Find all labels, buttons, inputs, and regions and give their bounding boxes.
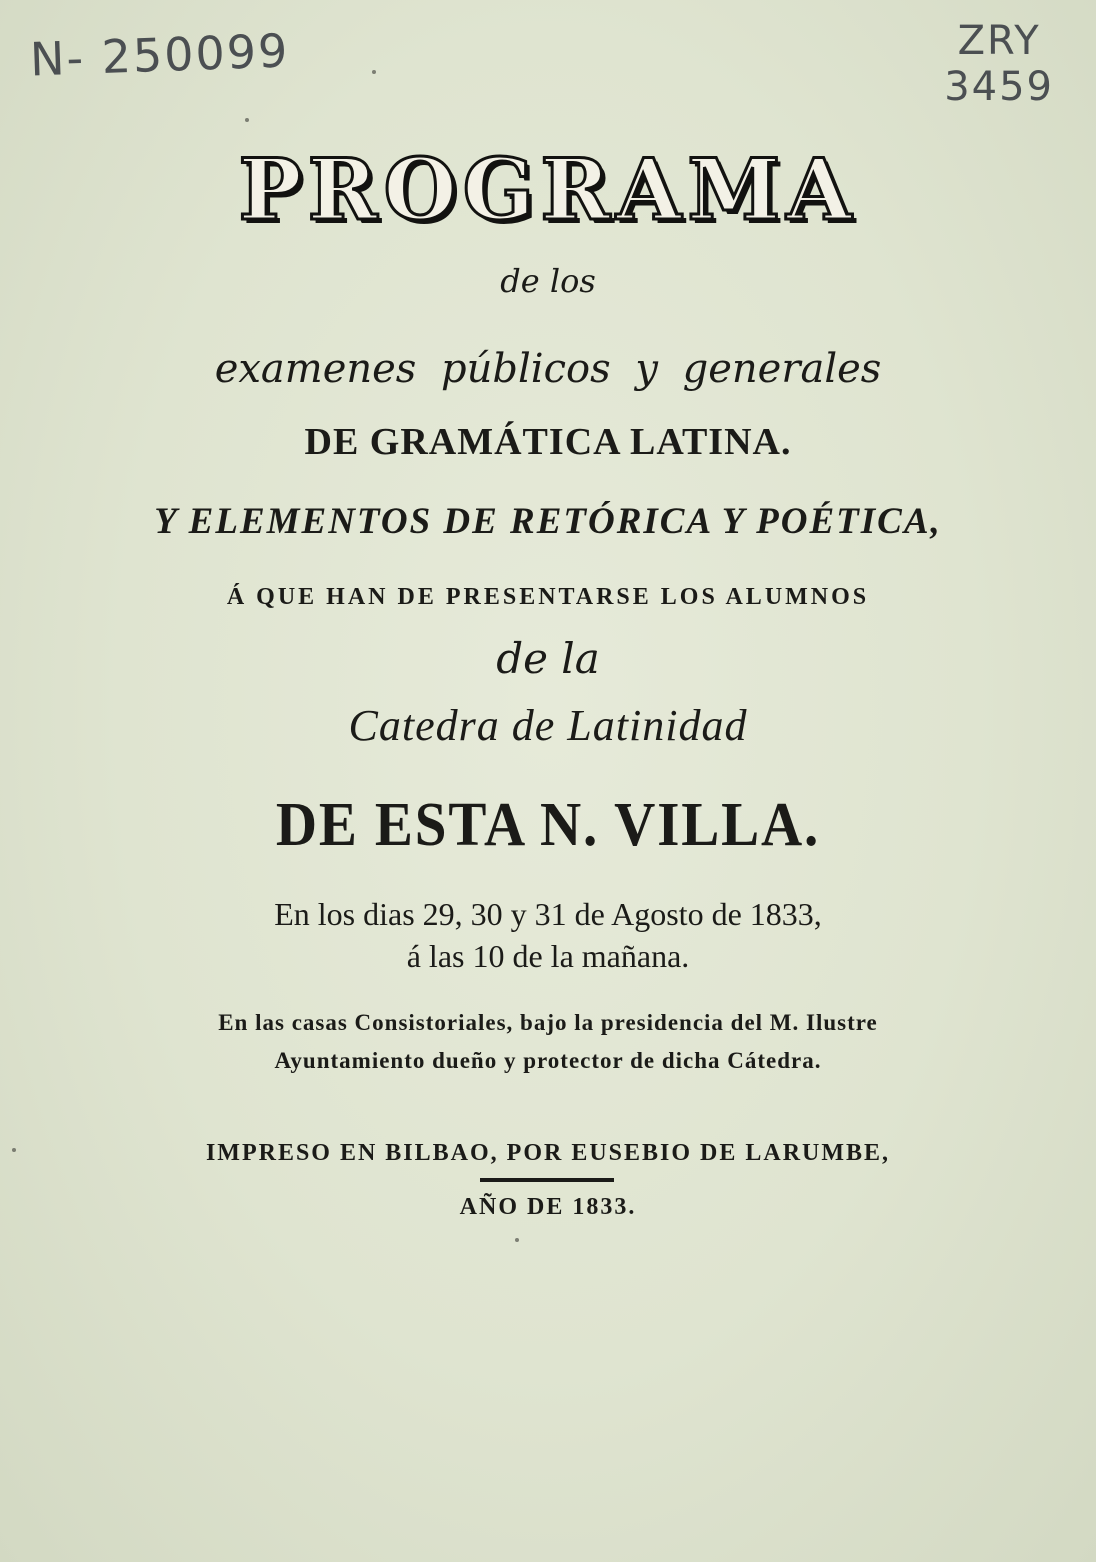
shelf-mark-line2: 3459 [944,64,1054,110]
document-title: PROGRAMA [238,140,858,239]
paper-speck [12,1148,16,1152]
examenes-line: examenes públicos y generales [214,346,882,392]
printer-line: IMPRESO EN BILBAO, POR EUSEBIO DE LARUMBE, [205,1140,891,1166]
paper-speck [245,118,249,122]
inventory-number: N- 250099 [29,23,291,87]
students-line: Á QUE HAN DE PRESENTARSE LOS ALUMNOS [226,584,870,610]
year-line: AÑO DE 1833. [459,1194,637,1220]
paper-speck [372,70,376,74]
subject-rhetoric: Y ELEMENTOS DE RETÓRICA Y POÉTICA, [154,501,942,542]
paper-speck [515,1238,519,1242]
shelf-mark-line1: ZRY [957,18,1041,64]
dates-line-1: En los dias 29, 30 y 31 de Agosto de 1833, [274,896,822,932]
subject-grammar: DE GRAMÁTICA LATINA. [304,421,792,463]
divider-rule [480,1178,614,1182]
dates-line-2: á las 10 de la mañana. [406,938,690,974]
villa-heading: DE ESTA N. VILLA. [275,791,821,859]
venue-line-1: En las casas Consistoriales, bajo la presidencia del M. Ilustre [218,1010,878,1035]
catedra-line: Catedra de Latinidad [348,701,748,750]
venue-line-2: Ayuntamiento dueño y protector de dicha Cátedra. [274,1048,822,1073]
de-los-line: de los [500,262,596,300]
shelf-mark [944,18,1054,110]
de-la-line: de la [496,634,600,683]
